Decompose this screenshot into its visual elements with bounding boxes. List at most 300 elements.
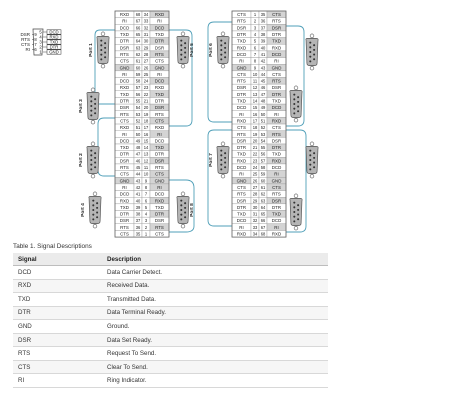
header-signal-label: RXD	[236, 118, 247, 124]
db9-pin	[297, 101, 299, 103]
header-signal-label: DSR	[271, 25, 282, 31]
db9-pin	[297, 214, 299, 216]
header-pin-number: 56	[135, 91, 141, 97]
header-pin-number: 21	[143, 98, 149, 104]
header-signal-label: DSR	[271, 198, 282, 204]
header-pin-number: 8	[144, 184, 148, 190]
db9-pin	[309, 154, 311, 156]
reference-signal-label: DTR	[49, 44, 59, 50]
header-pin-number: 32	[252, 218, 258, 224]
header-pin-number: 34	[143, 12, 149, 18]
db9-pin	[184, 207, 186, 209]
header-signal-label: DCD	[119, 25, 130, 31]
port-label: Port 8	[190, 203, 195, 217]
header-signal-label: GND	[119, 65, 130, 71]
db9-pin	[90, 105, 92, 107]
header-pin-number: 20	[143, 105, 149, 111]
signal-wire	[98, 118, 115, 176]
db9-pin	[92, 200, 94, 202]
db9-screw	[181, 192, 185, 196]
header-pin-number: 44	[260, 71, 266, 77]
header-signal-label: RTS	[272, 78, 281, 84]
header-signal-label: CTS	[237, 71, 246, 77]
header-pin-number: 47	[135, 151, 141, 157]
signal-description-cell: Ring Indicator.	[102, 374, 328, 388]
port-label: Port 7	[209, 153, 214, 167]
header-signal-label: TXD	[237, 211, 246, 217]
header-signal-label: TXD	[155, 145, 164, 151]
header-signal-label: DCD	[236, 218, 247, 224]
header-pin-number: 52	[260, 125, 266, 131]
db9-screw	[294, 226, 298, 230]
header-signal-label: CTS	[120, 118, 129, 124]
header-signal-label: RTS	[155, 51, 164, 57]
db9-pin	[92, 204, 94, 206]
db9-pin	[180, 209, 182, 211]
db9-pin	[293, 220, 295, 222]
header-pin-number: 35	[260, 12, 266, 18]
reference-pin-number: 4	[39, 34, 42, 40]
signal-description-cell: Data Set Ready.	[102, 333, 328, 347]
header-pin-number: 16	[252, 111, 258, 117]
db9-screw	[310, 174, 314, 178]
db9-pin	[220, 154, 222, 156]
header-pin-number: 52	[135, 118, 141, 124]
db9-pin	[293, 206, 295, 208]
header-pin-number: 68	[260, 231, 266, 237]
header-signal-label: DTR	[236, 145, 247, 151]
db9-connector-icon	[97, 32, 109, 68]
signal-wire	[208, 130, 232, 226]
header-pin-number: 22	[252, 151, 258, 157]
db9-pin	[90, 164, 92, 166]
header-pin-number: 62	[135, 51, 141, 57]
db9-pin	[180, 214, 182, 216]
header-signal-label: CTS	[155, 171, 164, 177]
header-pin-number: 7	[144, 191, 148, 197]
header-pin-number: 20	[252, 138, 258, 144]
db9-pin	[313, 152, 315, 154]
header-signal-label: RI	[122, 131, 127, 137]
header-pin-number: 24	[252, 165, 258, 170]
db9-pin	[184, 52, 186, 54]
header-pin-number: 46	[260, 85, 266, 91]
table-row	[13, 347, 328, 361]
header-pin-number: 36	[135, 224, 141, 230]
header-signal-label: DCD	[271, 105, 282, 111]
header-pin-number: 49	[260, 105, 266, 111]
db9-shell	[97, 36, 109, 63]
port-label: Port 4	[81, 203, 86, 217]
signal-name-cell: RTS	[13, 347, 102, 361]
header-pin-number: 39	[135, 204, 141, 210]
table-row	[13, 306, 328, 320]
header-signal-label: CTS	[237, 12, 246, 18]
db9-pin	[220, 49, 222, 51]
header-signal-label: CTS	[272, 12, 281, 18]
header-signal-label: RTS	[120, 51, 129, 57]
db9-screw	[310, 142, 314, 146]
header-pin-number: 53	[260, 131, 266, 137]
header-signal-label: DTR	[271, 32, 282, 37]
header-pin-number: 1	[253, 12, 257, 18]
db9-screw	[91, 120, 95, 124]
db9-pin	[100, 54, 102, 56]
header-pin-number: 32	[143, 25, 149, 31]
signal-name-cell: TXD	[13, 293, 102, 307]
header-pin-number: 61	[135, 58, 141, 64]
db9-screw	[221, 174, 225, 178]
header-signal-label: DTR	[154, 38, 165, 44]
reference-pin-number: 2	[39, 44, 42, 50]
reference-pin-number: 6	[34, 47, 37, 52]
column-header-description: Description	[102, 253, 328, 266]
db9-pin	[297, 204, 299, 206]
reference-signal-label: DCD	[49, 29, 59, 35]
reference-pin-number: 9	[34, 32, 37, 37]
db9-pin	[184, 212, 186, 214]
db9-pin	[220, 168, 222, 170]
db9-pin	[104, 42, 106, 44]
reference-signal-label: RXD	[49, 34, 59, 40]
db9-connector-icon	[177, 32, 189, 68]
header-pin-number: 12	[252, 85, 258, 91]
header-signal-label: TXD	[272, 211, 281, 217]
header-pin-number: 46	[135, 158, 141, 164]
header-signal-label: CTS	[237, 125, 246, 131]
header-signal-label: GND	[154, 178, 165, 184]
db9-screw	[310, 34, 314, 38]
header-signal-label: DCD	[236, 105, 247, 111]
header-signal-label: RTS	[155, 224, 164, 230]
db9-pin	[180, 54, 182, 56]
db9-pin	[224, 152, 226, 154]
header-signal-label: DTR	[119, 98, 130, 104]
header-pin-number: 6	[144, 198, 148, 204]
header-signal-label: DSR	[236, 138, 247, 144]
header-signal-label: DSR	[119, 45, 130, 51]
header-pin-number: 43	[260, 65, 266, 71]
header-pin-number: 34	[252, 231, 258, 237]
header-signal-label: GND	[236, 65, 247, 71]
header-signal-label: RXD	[271, 45, 282, 51]
header-signal-label: RTS	[272, 191, 281, 197]
header-pin-number: 11	[143, 165, 149, 170]
db9-shell	[177, 36, 189, 63]
db9-pin	[309, 159, 311, 161]
db9-pin	[313, 162, 315, 164]
header-signal-label: DCD	[236, 51, 247, 57]
reference-pin-number: 8	[34, 37, 37, 42]
signal-name-cell: DTR	[13, 306, 102, 320]
header-signal-label: DSR	[271, 85, 282, 91]
header-signal-label: DSR	[154, 105, 165, 111]
header-signal-label: RXD	[271, 158, 282, 164]
header-signal-label: GND	[236, 178, 247, 184]
header-pin-number: 66	[135, 25, 141, 31]
db9-pin	[293, 202, 295, 204]
header-pin-number: 51	[260, 118, 266, 124]
db9-pin	[180, 200, 182, 202]
db9-shell	[87, 92, 99, 119]
signal-name-cell: RXD	[13, 279, 102, 293]
header-pin-number: 47	[260, 91, 266, 97]
db9-pin	[220, 58, 222, 60]
signal-name-cell: GND	[13, 320, 102, 334]
header-pin-number: 15	[143, 138, 149, 144]
header-pin-number: 8	[253, 58, 257, 64]
reference-pin-number: 3	[39, 39, 42, 45]
header-signal-label: RI	[239, 111, 244, 117]
reference-pin-number: 1	[39, 49, 42, 55]
db9-pin	[293, 112, 295, 114]
header-pin-number: 59	[135, 71, 141, 77]
db9-pin	[293, 216, 295, 218]
db9-shell	[290, 90, 302, 117]
header-pin-number: 12	[143, 158, 149, 164]
db9-pin	[94, 166, 96, 168]
header-signal-label: GND	[119, 178, 130, 184]
db9-pin	[96, 202, 98, 204]
table-header-row	[13, 253, 328, 266]
header-pin-number: 5	[144, 204, 148, 210]
db9-shell	[87, 146, 99, 173]
header-signal-label: CTS	[155, 58, 164, 64]
db9-pin	[297, 209, 299, 211]
header-block-left	[115, 11, 169, 237]
db9-pin	[220, 164, 222, 166]
header-signal-label: CTS	[237, 184, 246, 190]
header-pin-number: 23	[143, 85, 149, 91]
top-db9-connector	[20, 29, 61, 55]
db9-screw	[93, 224, 97, 228]
db9-pin	[92, 218, 94, 220]
signal-name-cell: CTS	[13, 360, 102, 374]
reference-signal-label: TXD	[49, 39, 59, 45]
header-block-right	[232, 11, 286, 237]
header-pin-number: 41	[135, 191, 141, 197]
header-pin-number: 64	[135, 38, 141, 44]
db9-pin	[180, 49, 182, 51]
db9-pin	[100, 49, 102, 51]
header-signal-label: GND	[271, 65, 282, 71]
header-pin-number: 6	[253, 45, 257, 51]
db9-pin	[104, 47, 106, 49]
header-pin-number: 37	[260, 25, 266, 31]
header-pin-number: 3	[253, 25, 257, 31]
header-pin-number: 40	[135, 198, 141, 204]
signal-name-cell: RI	[13, 374, 102, 388]
header-pin-number: 24	[143, 78, 149, 84]
header-signal-label: RTS	[237, 131, 246, 137]
header-pin-number: 64	[260, 204, 266, 210]
header-pin-number: 45	[135, 165, 141, 170]
db9-pin	[100, 40, 102, 42]
header-pin-number: 54	[260, 138, 266, 144]
header-pin-number: 43	[135, 178, 141, 184]
header-signal-label: DTR	[271, 145, 282, 151]
port-label: Port 1	[89, 43, 94, 57]
header-pin-number: 57	[260, 158, 266, 164]
header-pin-number: 5	[253, 38, 257, 44]
db9-pin	[313, 54, 315, 56]
header-pin-number: 25	[143, 71, 149, 77]
header-signal-label: RI	[157, 18, 162, 24]
header-signal-label: DTR	[119, 38, 130, 44]
header-signal-label: DTR	[154, 211, 165, 217]
db9-pin	[297, 110, 299, 112]
db9-screw	[181, 32, 185, 36]
header-signal-label: DTR	[236, 32, 247, 37]
header-pin-number: 67	[135, 18, 141, 24]
header-signal-label: DCD	[271, 165, 282, 170]
header-pin-number: 55	[260, 145, 266, 151]
header-pin-number: 50	[135, 131, 141, 137]
header-signal-label: CTS	[272, 125, 281, 131]
header-pin-number: 26	[143, 65, 149, 71]
db9-pin	[293, 108, 295, 110]
signal-description-cell: Data Carrier Detect.	[102, 266, 328, 280]
signal-description-cell: Received Data.	[102, 279, 328, 293]
table-row	[13, 266, 328, 280]
header-signal-label: DCD	[271, 218, 282, 224]
header-signal-label: RXD	[236, 45, 247, 51]
header-signal-label: CTS	[272, 71, 281, 77]
db9-pin	[297, 106, 299, 108]
db9-pin	[180, 44, 182, 46]
db9-shell	[177, 196, 189, 223]
header-signal-label: TXD	[237, 98, 246, 104]
header-pin-number: 59	[260, 171, 266, 177]
header-pin-number: 41	[260, 51, 266, 57]
db9-pin	[309, 56, 311, 58]
header-pin-number: 40	[260, 45, 266, 51]
header-signal-label: DTR	[119, 211, 130, 217]
signal-description-cell: Request To Send.	[102, 347, 328, 361]
db9-connector-icon	[89, 192, 101, 228]
db9-pin	[224, 52, 226, 54]
db9-screw	[91, 174, 95, 178]
header-pin-number: 62	[260, 191, 266, 197]
header-signal-label: RI	[122, 18, 127, 24]
db9-pin	[184, 202, 186, 204]
header-pin-number: 18	[252, 125, 258, 131]
header-signal-label: RI	[274, 111, 279, 117]
header-signal-label: RTS	[155, 165, 164, 170]
db9-pin	[309, 168, 311, 170]
header-pin-number: 37	[135, 218, 141, 224]
db9-pin	[309, 150, 311, 152]
header-signal-label: RXD	[119, 125, 130, 131]
header-pin-number: 50	[260, 111, 266, 117]
header-signal-label: RTS	[120, 111, 129, 117]
db9-screw	[181, 64, 185, 68]
header-signal-label: RXD	[119, 198, 130, 204]
header-signal-label: DCD	[119, 78, 130, 84]
header-signal-label: DCD	[154, 191, 165, 197]
db9-screw	[221, 142, 225, 146]
header-pin-number: 56	[260, 151, 266, 157]
header-signal-label: TXD	[272, 98, 281, 104]
header-signal-label: TXD	[272, 38, 281, 44]
header-pin-number: 63	[135, 45, 141, 51]
reference-signal-label: RI	[25, 47, 30, 53]
header-signal-label: DSR	[119, 158, 130, 164]
header-pin-number: 38	[135, 211, 141, 217]
header-signal-label: RTS	[237, 78, 246, 84]
db9-screw	[294, 194, 298, 198]
header-pin-number: 42	[260, 58, 266, 64]
table-row	[13, 360, 328, 374]
header-pin-number: 28	[252, 191, 258, 197]
table-row	[13, 320, 328, 334]
reference-pin-number: 7	[34, 42, 37, 47]
db9-shell	[290, 198, 302, 225]
db9-pin	[309, 51, 311, 53]
header-pin-number: 7	[253, 51, 257, 57]
db9-connector-icon	[306, 34, 318, 70]
header-pin-number: 42	[135, 184, 141, 190]
column-header-signal: Signal	[13, 253, 102, 266]
db9-pin	[184, 56, 186, 58]
db9-screw	[181, 224, 185, 228]
table-caption: Table 1. Signal Descriptions	[13, 243, 92, 250]
header-pin-number: 68	[135, 12, 141, 18]
port-label: Port 3	[79, 99, 84, 113]
db9-pin	[90, 96, 92, 98]
db9-pin	[100, 44, 102, 46]
db9-connector-icon	[306, 142, 318, 178]
header-pin-number: 9	[253, 65, 257, 71]
header-signal-label: RI	[239, 224, 244, 230]
header-signal-label: TXD	[155, 32, 164, 37]
db9-pin	[220, 44, 222, 46]
db9-pin	[94, 108, 96, 110]
header-signal-label: RI	[122, 184, 127, 190]
header-pin-number: 53	[135, 111, 141, 117]
header-pin-number: 26	[252, 178, 258, 184]
header-pin-number: 36	[260, 18, 266, 24]
header-signal-label: RTS	[272, 131, 281, 137]
header-signal-label: DSR	[119, 105, 130, 111]
header-pin-number: 33	[143, 18, 149, 24]
db9-connector-icon	[177, 192, 189, 228]
header-signal-label: DSR	[154, 218, 165, 224]
header-pin-number: 17	[252, 118, 258, 124]
header-signal-label: RI	[157, 71, 162, 77]
header-pin-number: 10	[143, 171, 149, 177]
header-pin-number: 31	[252, 211, 258, 217]
db9-pin	[90, 150, 92, 152]
header-signal-label: GND	[271, 178, 282, 184]
db9-pin	[293, 94, 295, 96]
header-signal-label: GND	[154, 65, 165, 71]
db9-pin	[313, 58, 315, 60]
signal-description-cell: Data Terminal Ready.	[102, 306, 328, 320]
header-signal-label: RTS	[237, 18, 246, 24]
header-signal-label: TXD	[120, 91, 129, 97]
header-signal-label: DSR	[154, 158, 165, 164]
header-signal-label: TXD	[155, 204, 164, 210]
header-pin-number: 67	[260, 224, 266, 230]
db9-screw	[91, 142, 95, 146]
header-signal-label: RXD	[154, 125, 165, 131]
header-signal-label: TXD	[237, 38, 246, 44]
header-signal-label: DCD	[271, 51, 282, 57]
header-signal-label: RI	[239, 171, 244, 177]
header-signal-label: RI	[274, 171, 279, 177]
header-signal-label: RXD	[154, 85, 165, 91]
